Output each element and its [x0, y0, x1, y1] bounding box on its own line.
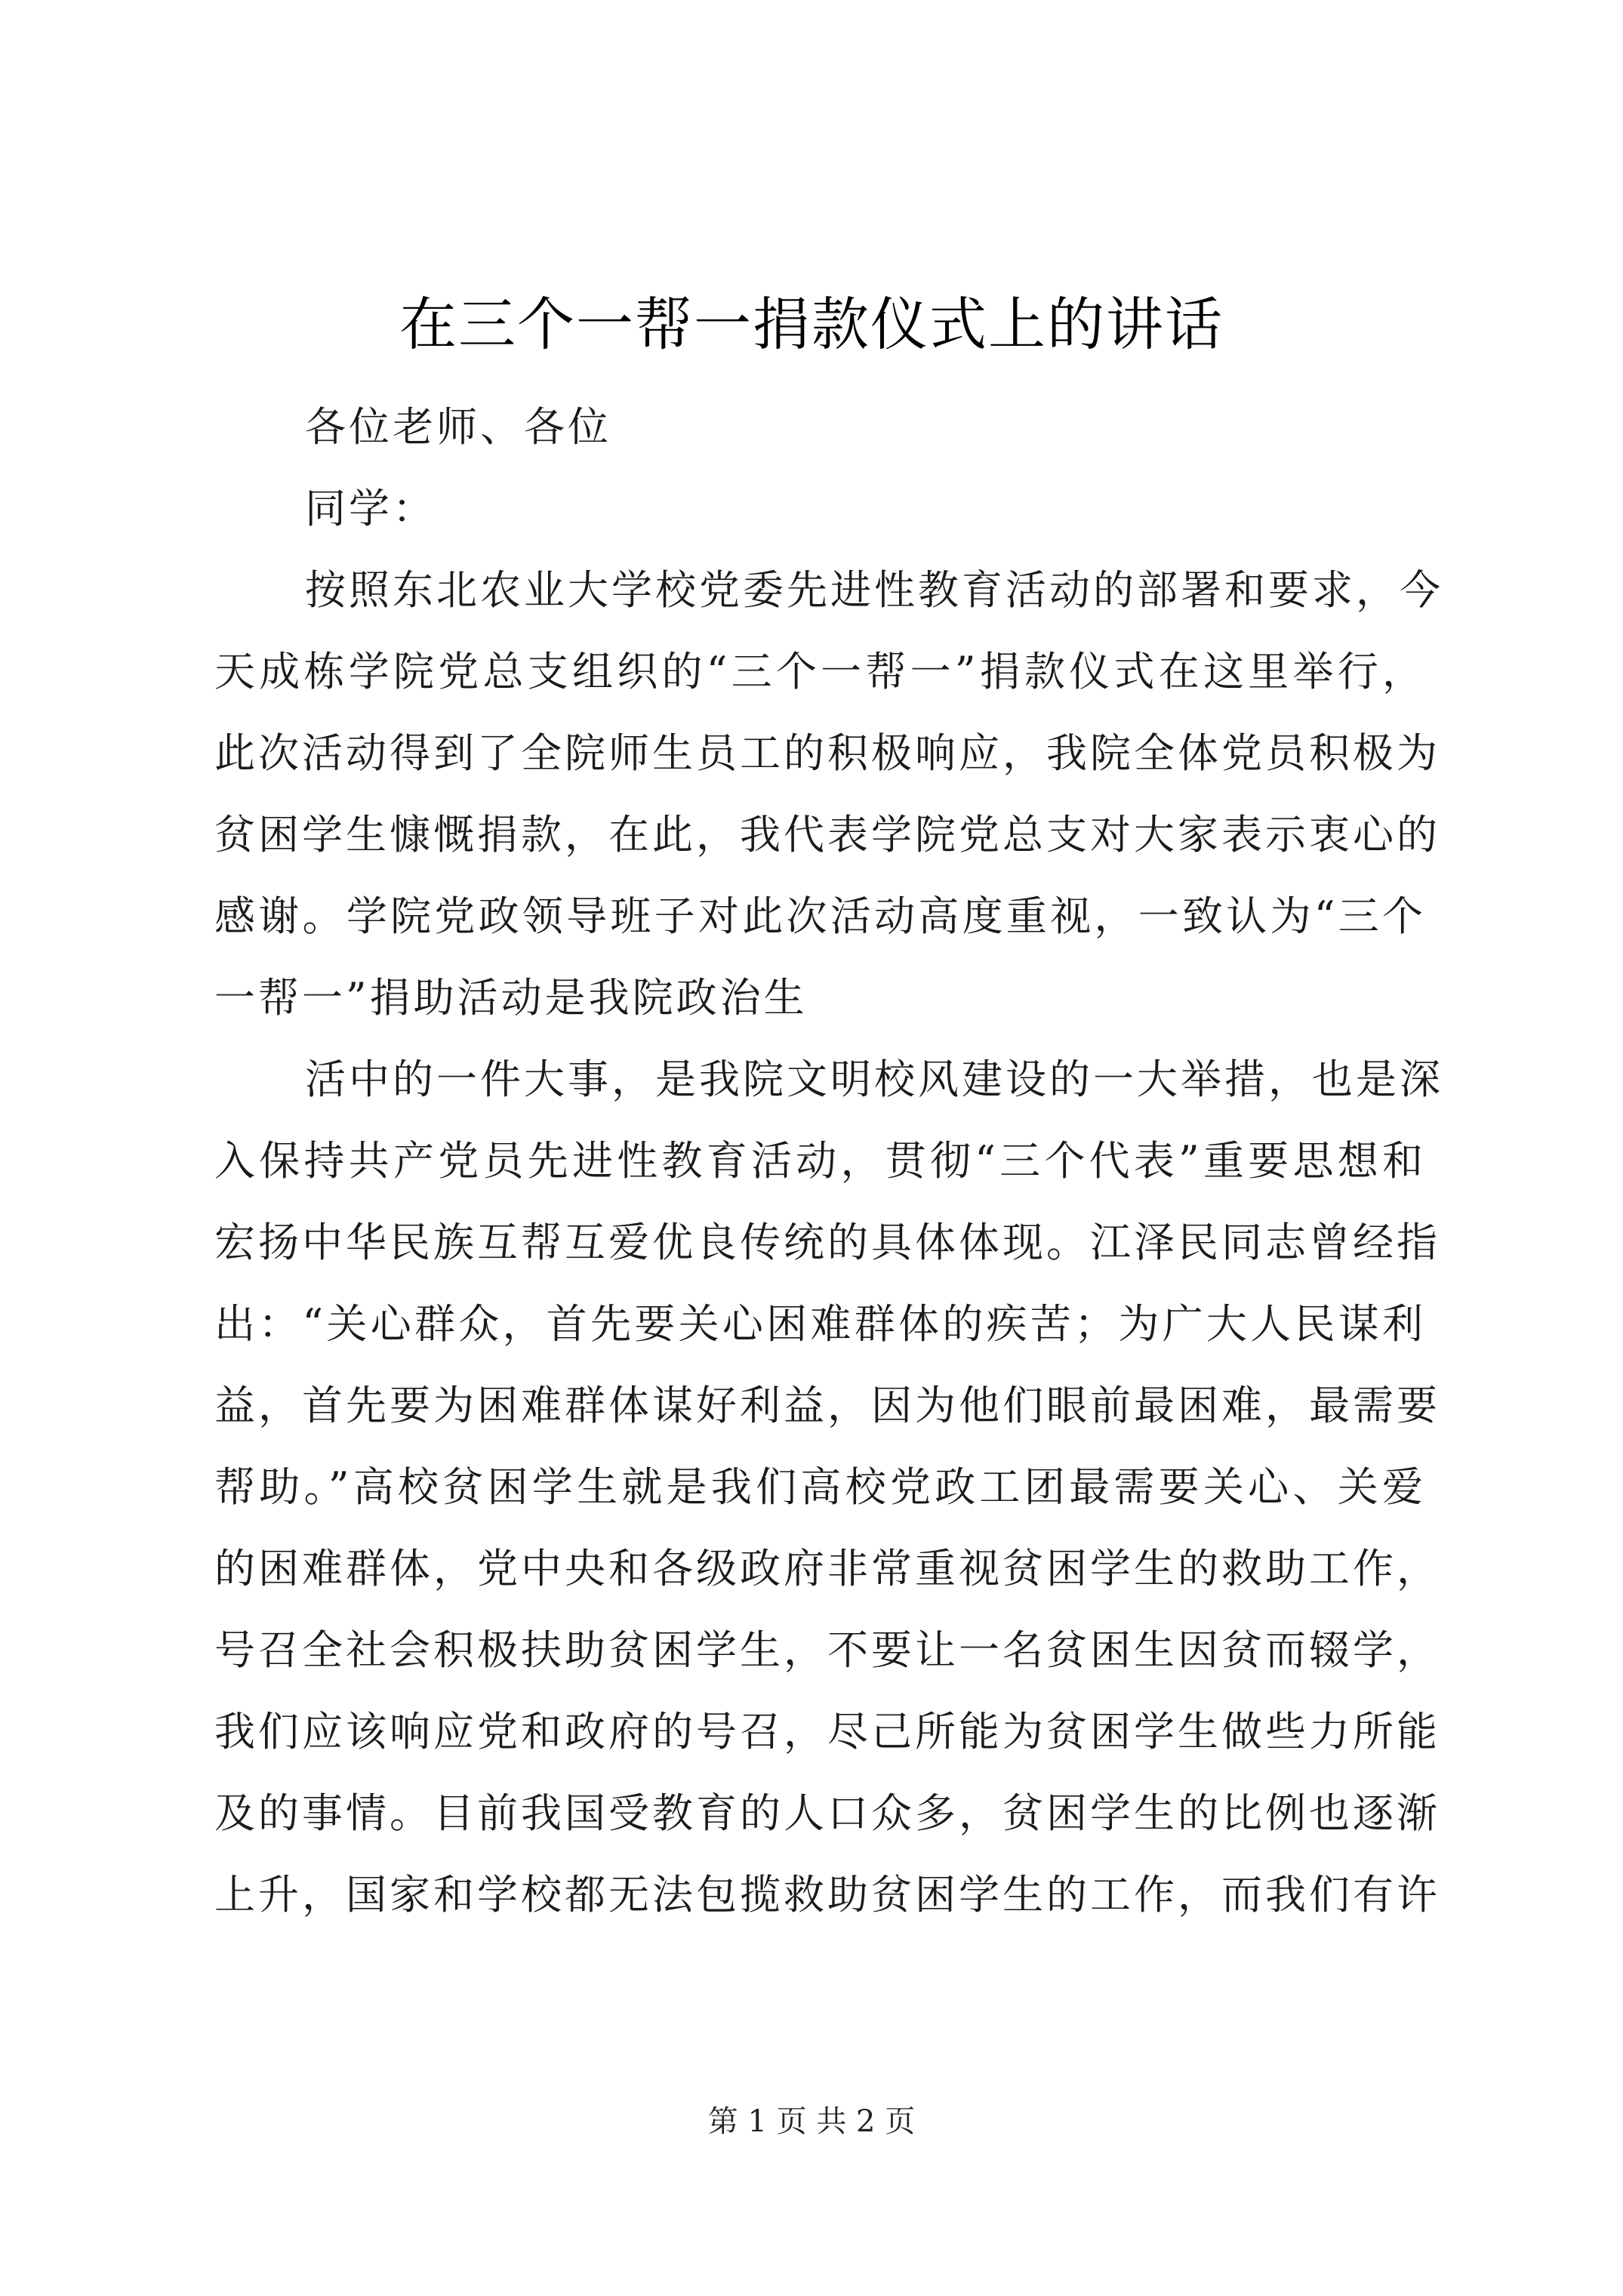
paragraph-2-line: 上升，国家和学校都无法包揽救助贫困学生的工作，而我们有许: [214, 1871, 1440, 1918]
paragraph-1-line: 此次活动得到了全院师生员工的积极响应，我院全体党员积极为: [214, 729, 1440, 777]
paragraph-2-line: 号召全社会积极扶助贫困学生，不要让一名贫困生因贫而辍学，: [214, 1626, 1440, 1674]
paragraph-2-line: 益，首先要为困难群体谋好利益，因为他们眼前最困难，最需要: [214, 1382, 1440, 1429]
paragraph-1-line: 感谢。学院党政领导班子对此次活动高度重视，一致认为“三个: [214, 892, 1426, 940]
salutation-line-1: 各位老师、各位: [305, 403, 611, 451]
paragraph-2-line: 帮助。”高校贫困学生就是我们高校党政工团最需要关心、关爱: [214, 1463, 1426, 1511]
paragraph-1-line: 一帮一”捐助活动是我院政治生: [214, 974, 808, 1022]
salutation-line-2: 同学：: [305, 485, 436, 532]
paragraph-2-line: 及的事情。目前我国受教育的人口众多，贫困学生的比例也逐渐: [214, 1789, 1440, 1837]
paragraph-1-line: 天成栋学院党总支组织的“三个一帮一”捐款仪式在这里举行，: [214, 648, 1426, 695]
paragraph-2-line: 入保持共产党员先进性教育活动，贯彻“三个代表”重要思想和: [214, 1137, 1426, 1185]
document-body: [214, 387, 1443, 1936]
paragraph-2-line: 的困难群体，党中央和各级政府非常重视贫困学生的救助工作，: [214, 1545, 1440, 1592]
page-number-footer: 第 1 页 共 2 页: [707, 2104, 916, 2139]
paragraph-2-line: 出：“关心群众，首先要关心困难群体的疾苦；为广大人民谋利: [214, 1300, 1426, 1348]
paragraph-2-line: 活中的一件大事，是我院文明校风建设的一大举措，也是深: [305, 1056, 1443, 1103]
document-title: 在三个一帮一捐款仪式上的讲话: [399, 291, 1224, 358]
paragraph-2-line: 宏扬中华民族互帮互爱优良传统的具体体现。江泽民同志曾经指: [214, 1219, 1440, 1266]
paragraph-2-line: 我们应该响应党和政府的号召，尽己所能为贫困学生做些力所能: [214, 1708, 1440, 1755]
paragraph-1-line: 贫困学生慷慨捐款，在此，我代表学院党总支对大家表示衷心的: [214, 811, 1440, 858]
paragraph-1-line: 按照东北农业大学校党委先进性教育活动的部署和要求，今: [305, 566, 1443, 614]
